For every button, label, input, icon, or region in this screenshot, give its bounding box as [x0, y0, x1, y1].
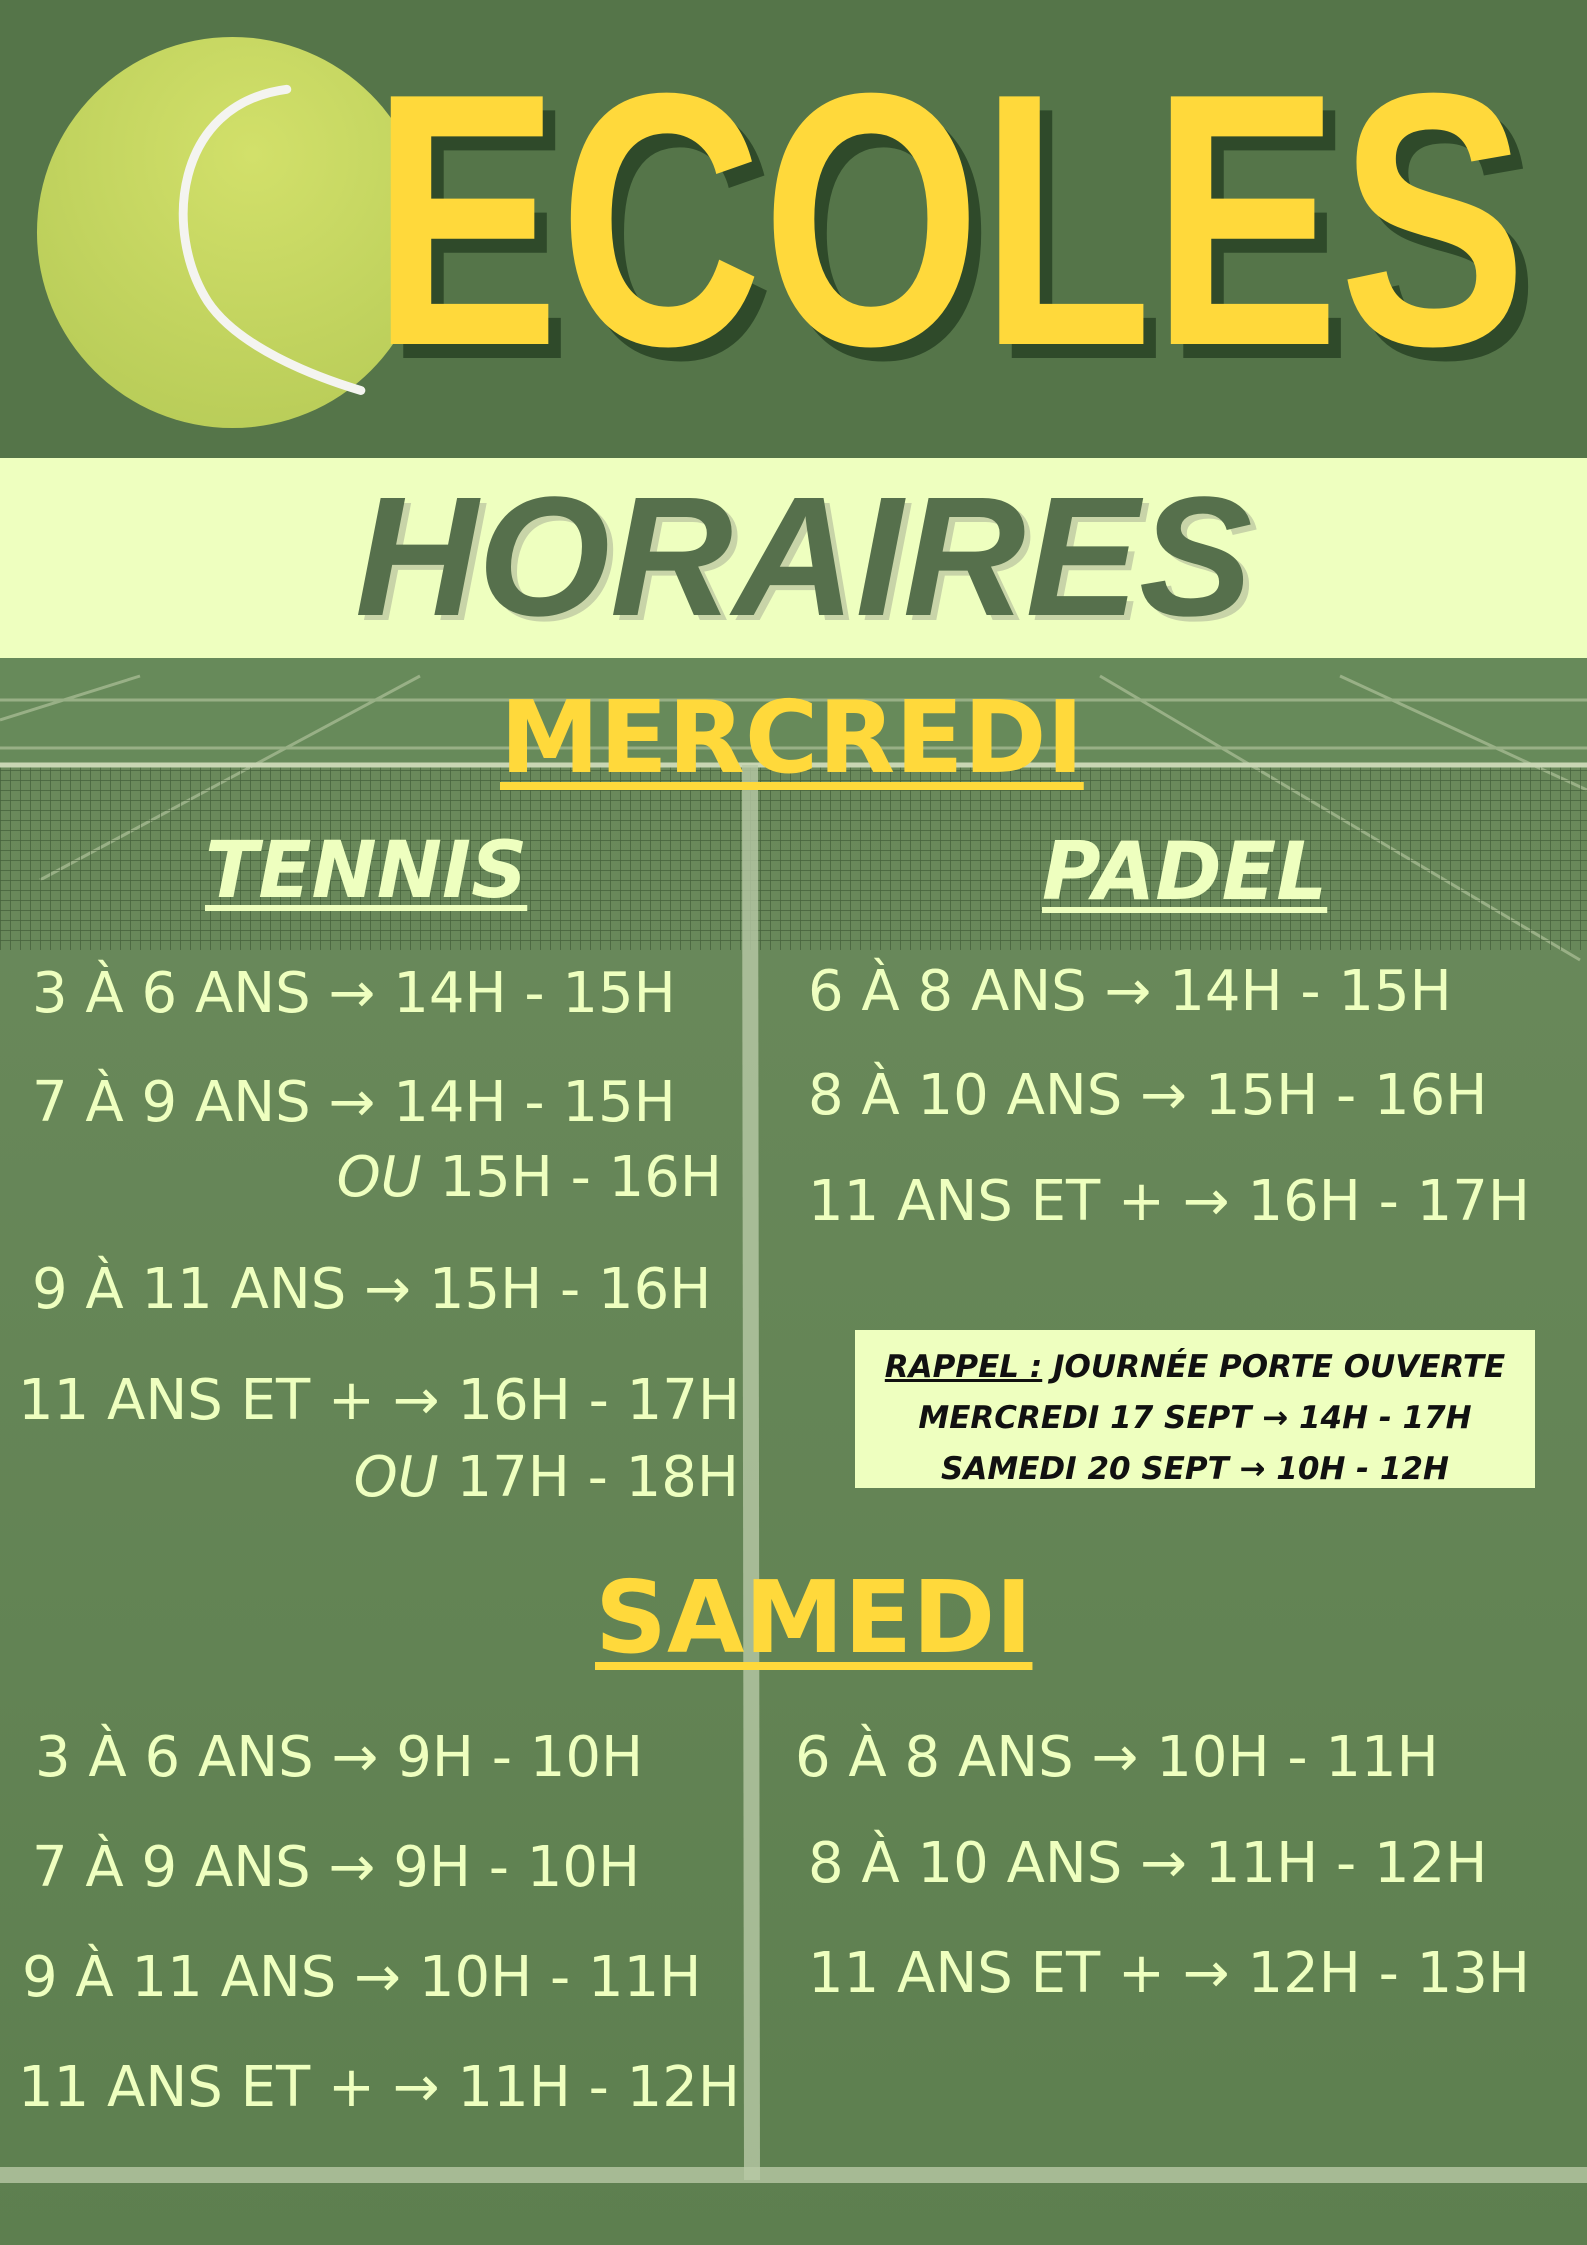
- title-letter: C: [559, 19, 763, 421]
- schedule-row: 6 À 8 ANS → 14H - 15H: [808, 959, 1452, 1024]
- horaires-letter: S: [1138, 462, 1253, 652]
- schedule-row: 11 ANS ET + → 16H - 17H: [808, 1169, 1530, 1234]
- horaires-letter: E: [1025, 462, 1139, 652]
- rappel-line-2: MERCREDI 17 SEPT → 14H - 17H: [918, 1400, 1472, 1436]
- schedule-row: 8 À 10 ANS → 15H - 16H: [808, 1063, 1488, 1128]
- schedule-row: 8 À 10 ANS → 11H - 12H: [808, 1831, 1488, 1896]
- ou-label: OU: [336, 1145, 422, 1210]
- title-ecoles: [372, 0, 1527, 440]
- alt-time: 17H - 18H: [456, 1445, 739, 1510]
- title-letter: O: [762, 19, 981, 421]
- day-title-mercredi: MERCREDI: [500, 679, 1084, 796]
- schedule-row: 9 À 11 ANS → 10H - 11H: [22, 1945, 702, 2010]
- rappel-line-1: [855, 1342, 1535, 1393]
- horaires-letter: I: [855, 462, 903, 652]
- ou-label: OU: [353, 1445, 439, 1510]
- sport-title-tennis: TENNIS: [205, 826, 528, 916]
- horaires-letter: R: [902, 462, 1026, 652]
- rappel-line-3: SAMEDI 20 SEPT → 10H - 12H: [941, 1451, 1449, 1487]
- rappel-box: [855, 1330, 1535, 1488]
- schedule-row: 11 ANS ET + → 12H - 13H: [808, 1941, 1530, 2006]
- sport-title-padel: PADEL: [1042, 825, 1328, 918]
- schedule-alt: [336, 1145, 722, 1210]
- alt-time: 15H - 16H: [439, 1145, 722, 1210]
- rappel-label: RAPPEL :: [884, 1349, 1043, 1385]
- schedule-row: 11 ANS ET + → 11H - 12H: [18, 2055, 740, 2120]
- schedule-row: 3 À 6 ANS → 14H - 15H: [32, 961, 676, 1026]
- horaires-letter: R: [610, 462, 733, 652]
- horaires-letter: A: [732, 462, 856, 652]
- schedule-row: 6 À 8 ANS → 10H - 11H: [795, 1725, 1439, 1790]
- schedule-alt: [353, 1445, 739, 1510]
- schedule-row: 9 À 11 ANS → 15H - 16H: [32, 1257, 712, 1322]
- title-letter: S: [1339, 19, 1527, 421]
- schedule-row: 7 À 9 ANS → 9H - 10H: [32, 1835, 641, 1900]
- rappel-text: JOURNÉE PORTE OUVERTE: [1053, 1349, 1506, 1385]
- day-title-samedi: SAMEDI: [595, 1559, 1033, 1676]
- title-letter: E: [372, 19, 560, 421]
- horaires-letter: O: [477, 462, 611, 652]
- schedule-row: 7 À 9 ANS → 14H - 15H: [32, 1070, 676, 1135]
- horaires-letter: H: [355, 462, 478, 652]
- title-horaires: [355, 462, 1253, 652]
- title-letter: L: [980, 19, 1153, 421]
- schedule-row: 3 À 6 ANS → 9H - 10H: [35, 1725, 644, 1790]
- tennis-ball-icon: [35, 35, 430, 430]
- schedule-row: 11 ANS ET + → 16H - 17H: [18, 1368, 740, 1433]
- title-letter: E: [1152, 19, 1340, 421]
